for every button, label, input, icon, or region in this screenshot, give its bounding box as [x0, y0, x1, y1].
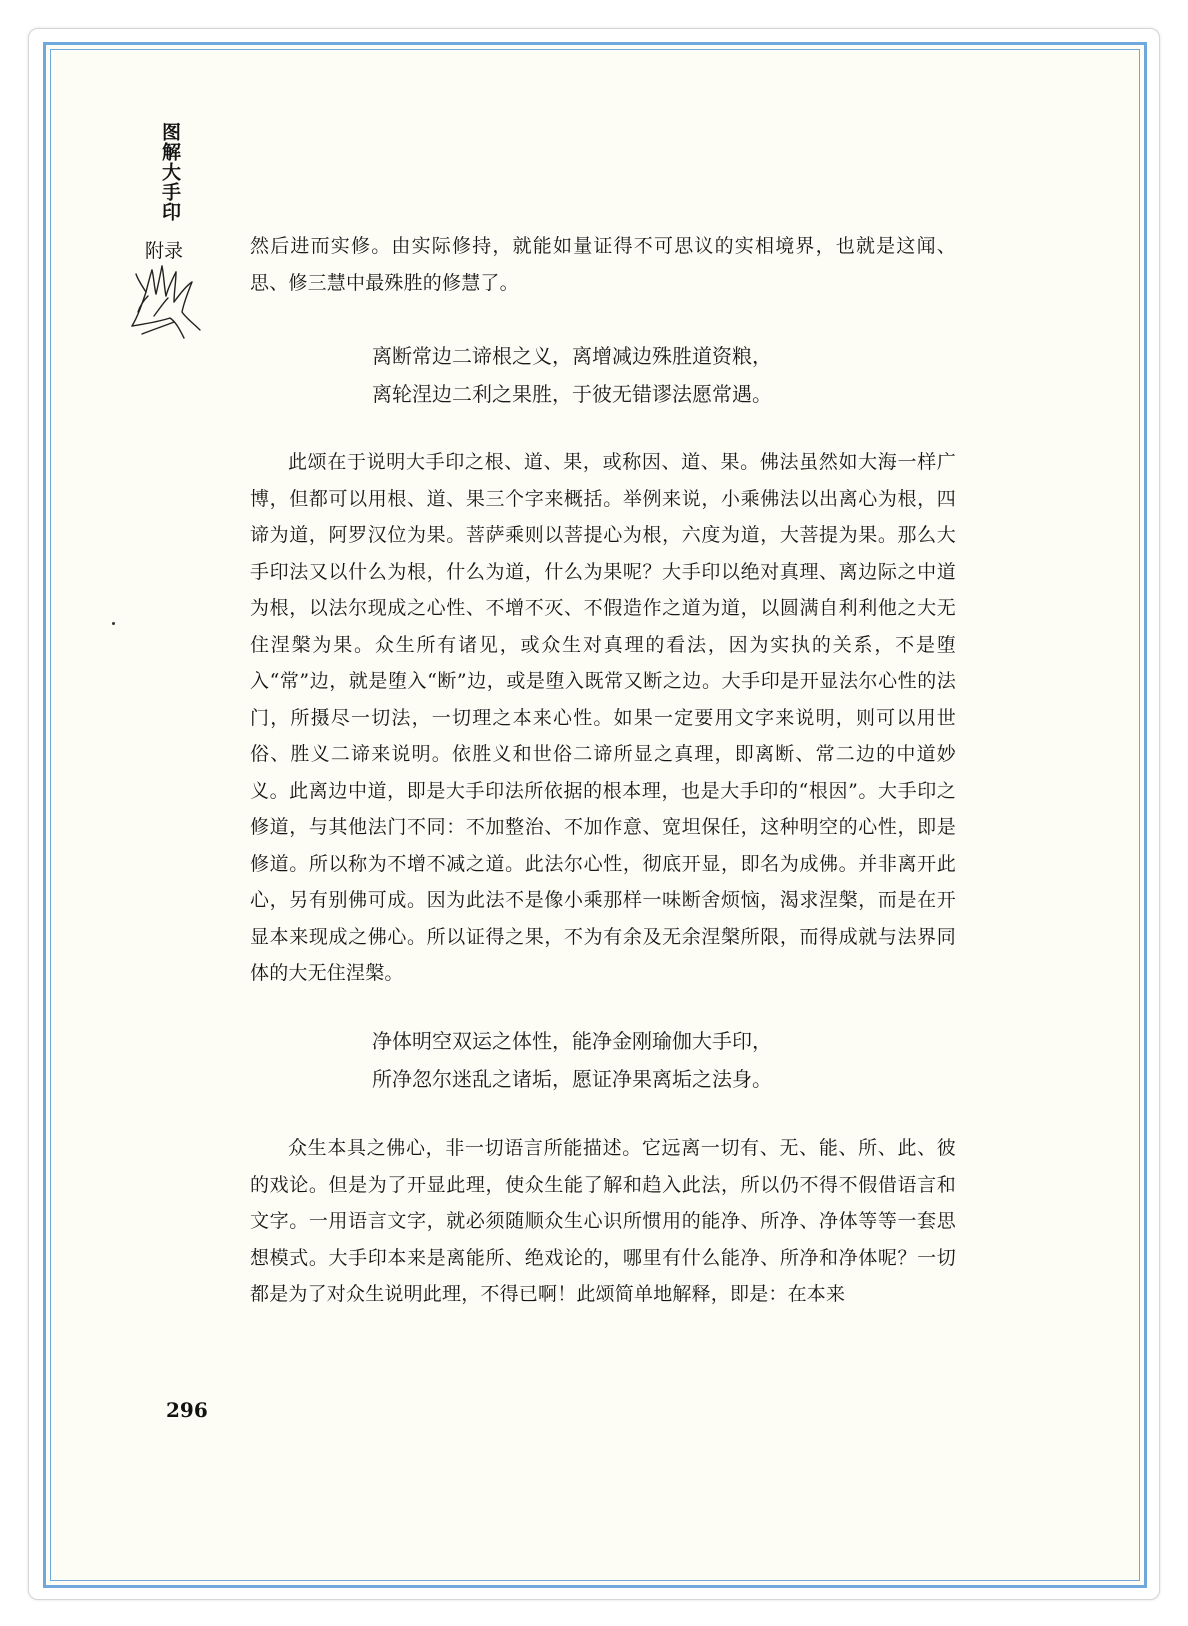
verse-2-line-2: 所净忽尔迷乱之诸垢，愿证净果离垢之法身。 [372, 1067, 772, 1091]
verse-2-line-1: 净体明空双运之体性，能净金刚瑜伽大手印， [372, 1029, 772, 1053]
verse-2 [372, 1022, 932, 1098]
stray-mark [112, 622, 115, 625]
paragraph-2 [250, 444, 956, 992]
verse-1-line-2: 离轮涅边二利之果胜，于彼无错谬法愿常遇。 [372, 382, 772, 406]
praying-hands-icon [124, 256, 210, 340]
paragraph-3-text: 众生本具之佛心，非一切语言所能描述。它远离一切有、无、能、所、此、彼的戏论。但是为了开显此理，使众生能了解和趋入此法，所以仍不得不假借语言和文字。一用语言文字，就必须随顺众生心识所惯用的能净、所净、净体等等一套思想模式。大手印本来是离能所、绝戏论的，哪里有什么能净、所净和净体呢？一切都是为了对众生说明此理，不得已啊！此颂简单地解释，即是：在本来 [250, 1137, 956, 1305]
page-number: 296 [166, 1398, 208, 1422]
paragraph-2-text: 此颂在于说明大手印之根、道、果，或称因、道、果。佛法虽然如大海一样广博，但都可以用根、道、果三个字来概括。举例来说，小乘佛法以出离心为根，四谛为道，阿罗汉位为果。菩萨乘则以菩提心为根，六度为道，大菩提为果。那么大手印法又以什么为根，什么为道，什么为果呢？大手印以绝对真理、离边际之中道为根，以法尔现成之心性、不增不灭、不假造作之道为道，以圆满自利利他之大无住涅槃为果。众生所有诸见，或众生对真理的看法，因为实执的关系，不是堕入“常”边，就是堕入“断”边，或是堕入既常又断之边。大手印是开显法尔心性的法门，所摄尽一切法，一切理之本来心性。如果一定要用文字来说明，则可以用世俗、胜义二谛来说明。依胜义和世俗二谛所显之真理，即离断、常二边的中道妙义。此离边中道，即是大手印法所依据的根本理，也是大手印的“根因”。大手印之修道，与其他法门不同：不加整治、不加作意、宽坦保任，这种明空的心性，即是修道。所以称为不增不减之道。此法尔心性，彻底开显，即名为成佛。并非离开此心，另有别佛可成。因为此法不是像小乘那样一味断舍烦恼，渴求涅槃，而是在开显本来现成之佛心。所以证得之果，不为有余及无余涅槃所限，而得成就与法界同体的大无住涅槃。 [250, 451, 956, 984]
verse-1 [372, 337, 932, 413]
paragraph-3 [250, 1130, 956, 1313]
section-label: 附录 [145, 240, 184, 262]
book-title-vertical: 图解大手印 [159, 122, 181, 222]
paragraph-1-text: 然后进而实修。由实际修持，就能如量证得不可思议的实相境界，也就是这闻、思、修三慧中最殊胜的修慧了。 [250, 235, 956, 294]
verse-1-line-1: 离断常边二谛根之义，离增减边殊胜道资粮， [372, 344, 772, 368]
paragraph-1 [250, 228, 956, 301]
